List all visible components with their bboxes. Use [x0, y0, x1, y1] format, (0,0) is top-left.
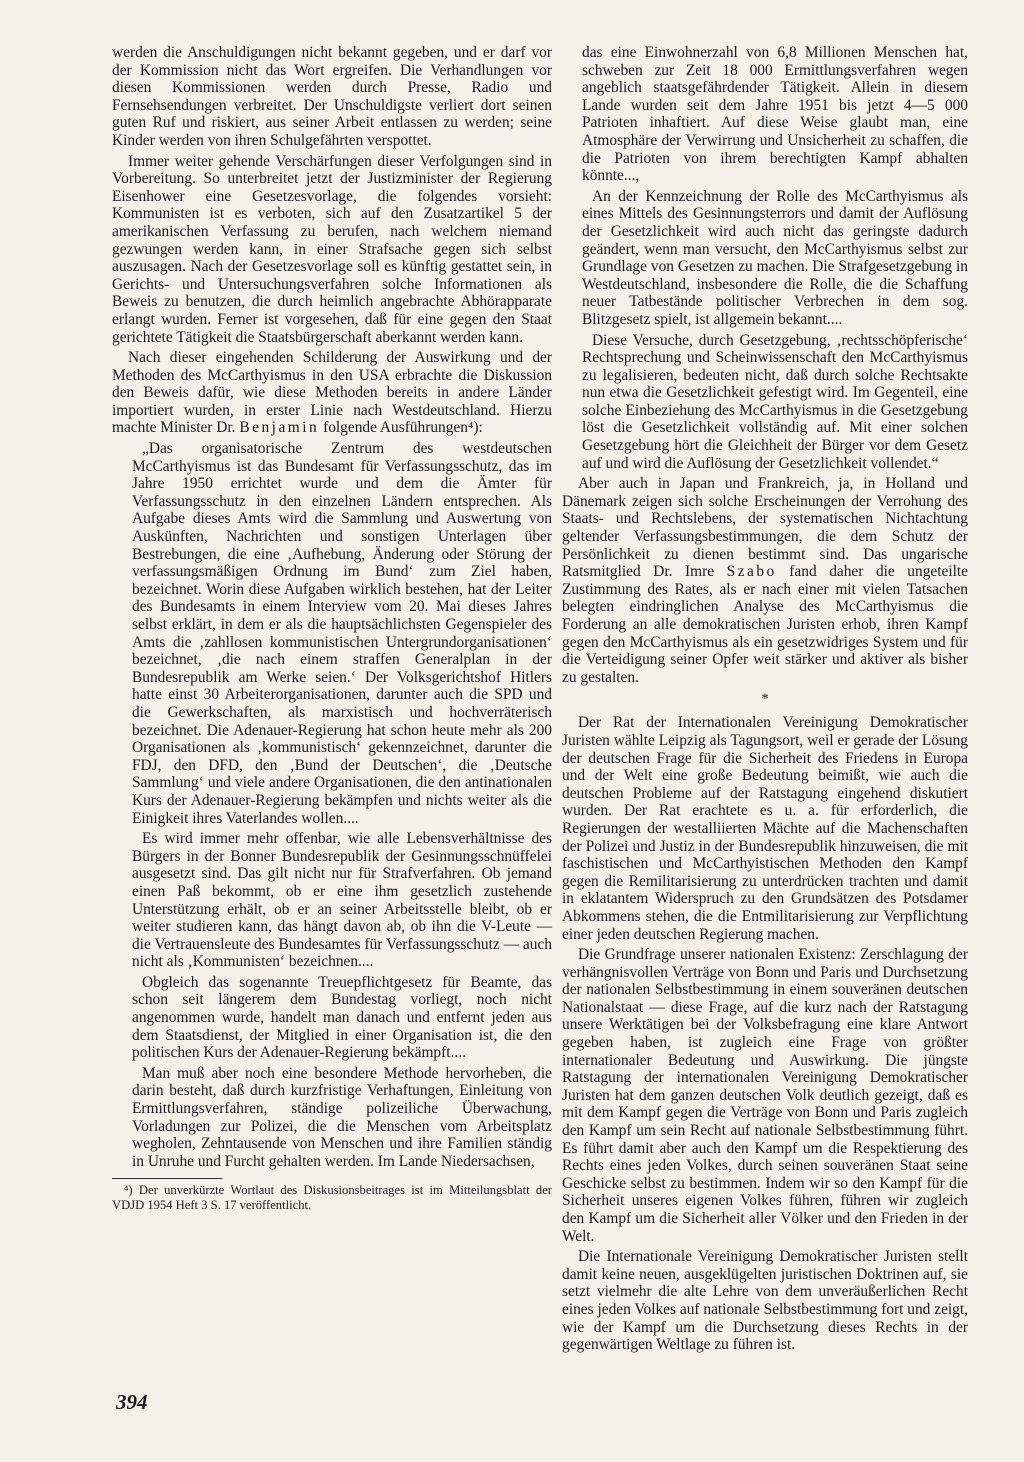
right-column [562, 44, 968, 1357]
paragraph [562, 475, 968, 686]
quote-paragraph: „Das organisatorische Zentrum des westdeutschen McCarthyismus ist das Bundesamt für Verfassungsschutz, das im Jahre 1950 errichtet wurde und dem die Ämter für Verfassungsschutz in den einzelnen Ländern entsprechen. Als Aufgabe dieses Amts wird die Sammlung und Auswertung von Auskünften, Nachrichten und sonstigen Unterlagen über Bestrebungen, die eine ‚Aufhebung, Änderung oder Störung der verfassungsmäßigen Ordnung im Bund‘ zum Ziel haben, bezeichnet. Worin diese Aufgaben wirklich bestehen, hat der Leiter des Bundesamts in einem Interview vom 20. Mai dieses Jahres selbst erklärt, in dem er als die hauptsächlichsten Gegenspieler des Amts die ‚zahllosen kommunistischen Untergrundorganisationen‘ bezeichnet, ‚die nach einem straffen Generalplan in der Bundesrepublik am Werke seien.‘ Der Volksgerichtshof Hitlers hatte einst 30 Arbeiterorganisationen, darunter auch die SPD und die Gewerkschaften, als marxistisch und hochverräterisch bezeichnet. Die Adenauer-Regierung hat schon heute mehr als 200 Organisationen als ‚kommunistisch‘ gekennzeichnet, darunter die FDJ, den DFD, den ‚Bund der Deutschen‘, die ‚Deutsche Sammlung‘ und viele andere Organisationen, die den antinationalen Kurs der Adenauer-Regierung bekämpfen und nichts weiter als die Einigkeit ihres Vaterlandes wollen.... [132, 440, 552, 827]
spaced-name: Benjamin [239, 419, 320, 437]
quote-paragraph: Es wird immer mehr offenbar, wie alle Lebensverhältnisse des Bürgers in der Bonner Bundesrepublik der Gesinnungsschnüffelei ausgesetzt sind. Das gilt nicht nur für Strafverfahren. Ob jemand einen Paß bekommt, ob er eine ihm gesetzlich zustehende Unterstützung erhält, ob er an seiner Arbeitsstelle bleibt, ob er weiter studieren kann, das hängt davon ab, ob ihn die V-Leute — die Vertrauensleute des Bundesamtes für Verfassungsschutz — auch nicht als ‚Kommunisten‘ bezeichnen.... [132, 830, 552, 971]
section-separator: * [761, 691, 769, 708]
quote-paragraph: das eine Einwohnerzahl von 6,8 Millionen Menschen hat, schweben zur Zeit 18 000 Ermittlungsverfahren wegen angeblich staatsgefährdender Tätigkeit. Allein in diesem Lande wurden seit dem Jahre 1951 bis jetzt 4—5 000 Patrioten inhaftiert. Auf diese Weise glaubt man, eine Atmosphäre der Verwirrung und Unsicherheit zu schaffen, die die Patrioten von ihrem berechtigten Kampf abhalten könnte..., [582, 44, 968, 185]
paragraph: Der Rat der Internationalen Vereinigung Demokratischer Juristen wählte Leipzig als Tagungsort, weil er gerade der Lösung der deutschen Frage für die Sicherheit des Friedens in Europa und der Welt eine große Bedeutung beimißt, wie auch die deutschen Probleme auf der Ratstagung eingehend diskutiert wurden. Der Rat erachtete es u. a. für erforderlich, die Regierungen der westalliierten Mächte auf die Machenschaften der Polizei und Justiz in der Bundesrepublik hinzuweisen, die mit faschistischen und McCarthyistischen Methoden den Kampf gegen die Remilitarisierung zu unterdrücken trachten und damit in eklatantem Widerspruch zu den Grundsätzen des Potsdamer Abkommens stehen, die die Entmilitarisierung zur Verpflichtung einer jeden deutschen Regierung machen. [562, 714, 968, 943]
quote-paragraph: An der Kennzeichnung der Rolle des McCarthyismus als eines Mittels des Gesinnungsterrors und damit der Auflösung der Gesetzlichkeit wird auch nicht das geringste dadurch geändert, wenn man versucht, den McCarthyismus selbst zur Grundlage von Gesetzen zu machen. Die Strafgesetzgebung in Westdeutschland, insbesondere die Rolle, die die Schaffung neuer Tatbestände politischer Verbrechen in dem sog. Blitzgesetz spielt, ist allgemein bekannt.... [582, 187, 968, 328]
paragraph: Die Grundfrage unserer nationalen Existenz: Zerschlagung der verhängnisvollen Verträge von Bonn und Paris und Durchsetzung der nationalen Selbstbestimmung in einem souveränen deutschen Nationalstaat — diese Frage, auf die kurz nach der Ratstagung unsere Werktätigen bei der Volksbefragung eine klare Antwort gegeben haben, ist zugleich eine Frage von größter internationaler Bedeutung und Auswirkung. Die jüngste Ratstagung der internationalen Vereinigung Demokratischer Juristen hat dem ganzen deutschen Volk deutlich gezeigt, daß es mit dem Kampf gegen die Verträge von Bonn und Paris zugleich den Kampf um sein Recht auf nationale Selbstbestimmung führt. Es führt damit aber auch den Kampf um die Respektierung des Rechts eines jeden Volkes, durch seinen souveränen Staat seine Geschicke selbst zu bestimmen. Indem wir so den Kampf für die Sicherheit unseres eigenen Volkes führen, führen wir zugleich den Kampf um die Sicherheit aller Völker und den Frieden in der Welt. [562, 946, 968, 1245]
quote-paragraph: Obgleich das sogenannte Treuepflichtgesetz für Beamte, das schon seit längerem dem Bundestag vorliegt, noch nicht angenommen wurde, handelt man danach und entfernt jeden aus dem Staatsdienst, der Mitglied in einer Organisation ist, die den politischen Kurs der Adenauer-Regierung bekämpft.... [132, 973, 552, 1062]
text-run: Nach dieser eingehenden Schilderung der Auswirkung und der Methoden des McCarthyismus in den USA erbrachte die Diskussion den Beweis dafür, wie diese Methoden bereits in andere Länder importiert wurden, in erster Linie nach Westdeutschland. Hierzu machte Minister Dr. [112, 349, 552, 437]
paragraph: Immer weiter gehende Verschärfungen dieser Verfolgungen sind in Vorbereitung. So unterbreitet jetzt der Justizminister der Regierung Eisenhower eine Gesetzesvorlage, die folgendes vorsieht: Kommunisten ist es verboten, sich auf den Zusatzartikel 5 der amerikanischen Verfassung zu berufen, nach welchem niemand gezwungen werden kann, in einer Strafsache gegen sich selbst auszusagen. Nach der Gesetzesvorlage soll es künftig gestattet sein, in Gerichts- und Untersuchungsverfahren solche Informationen als Beweis zu benutzen, die durch heimlich angebrachte Abhörapparate erlangt wurden. Ferner ist vorgesehen, daß für eine gegen den Staat gerichtete Tätigkeit die Staatsbürgerschaft aberkannt werden kann. [112, 152, 552, 346]
paragraph [112, 349, 552, 437]
text-run: Aber auch in Japan und Frankreich, ja, in Holland und Dänemark zeigen sich solche Erscheinungen der Verrohung des Staats- und Rechtslebens, der systematischen Nichtachtung geltender Verfassungsbestimmungen, die dem Schutz der Persönlichkeit zu dienen bestimmt sind. Das ungarische Ratsmitglied Dr. Imre [562, 475, 968, 581]
page-number: 394 [116, 1390, 148, 1414]
spaced-name: Szabo [726, 563, 777, 581]
text-run: folgende Ausführungen⁴): [319, 419, 483, 437]
quote-paragraph: Man muß aber noch eine besondere Methode hervorheben, die darin besteht, daß durch kurzfristige Verhaftungen, Einleitung von Ermittlungsverfahren, ständige polizeiliche Überwachung, Vorladungen zur Polizei, die die Menschen vom Arbeitsplatz wegholen, Zehntausende von Menschen und ihre Familien ständig in Unruhe und Furcht gehalten werden. Im Lande Niedersachsen, [132, 1064, 552, 1170]
left-column [112, 44, 552, 1213]
text-run: fand daher die ungeteilte Zustimmung des Rates, als er nach einer mit vielen Tatsachen belegten eindringlichen Analyse des McCarthyismus die Forderung an alle demokratischen Juristen erhob, ihren Kampf gegen den McCarthyismus als ein gesetzwidriges System und für die Verteidigung seiner Opfer weit stärker und aktiver als bisher zu gestalten. [562, 563, 968, 686]
footnote: ⁴) Der unverkürzte Wortlaut des Diskusionsbeitrages ist im Mitteilungsblatt der VDJD 1954 Heft 3 S. 17 veröffentlicht. [112, 1183, 552, 1213]
footnote-divider [112, 1178, 222, 1179]
paragraph: werden die Anschuldigungen nicht bekannt gegeben, und er darf vor der Kommission nicht das Wort ergreifen. Die Verhandlungen vor diesen Kommissionen werden durch Presse, Radio und Fernsehsendungen verbreitet. Der Unschuldigste verliert dort seinen guten Ruf und riskiert, aus seiner Arbeit entlassen zu werden; seine Kinder werden von ihren Schulgefährten verspottet. [112, 44, 552, 149]
quote-paragraph: Diese Versuche, durch Gesetzgebung, ‚rechtsschöpferische‘ Rechtsprechung und Scheinwissenschaft den McCarthyismus zu legalisieren, bedeuten nicht, daß durch solche Rechtsakte nun etwa die Gesetzlichkeit gefestigt wird. Im Gegenteil, eine solche Einbeziehung des McCarthyismus in die Gesetzgebung löst die Gesetzlichkeit vollständig auf. Mit einer solchen Gesetzgebung hört die Gleichheit der Bürger vor dem Gesetz auf und wird die Auflösung der Gesetzlichkeit vollendet.“ [582, 331, 968, 472]
paragraph: Die Internationale Vereinigung Demokratischer Juristen stellt damit keine neuen, ausgeklügelten juristischen Doktrinen auf, sie setzt vielmehr die alte Lehre von dem unveräußerlichen Recht eines jeden Volkes auf nationale Selbstbestimmung fort und zeigt, wie der Kampf um die Durchsetzung dieses Rechts in der gegenwärtigen Weltlage zu führen ist. [562, 1248, 968, 1354]
